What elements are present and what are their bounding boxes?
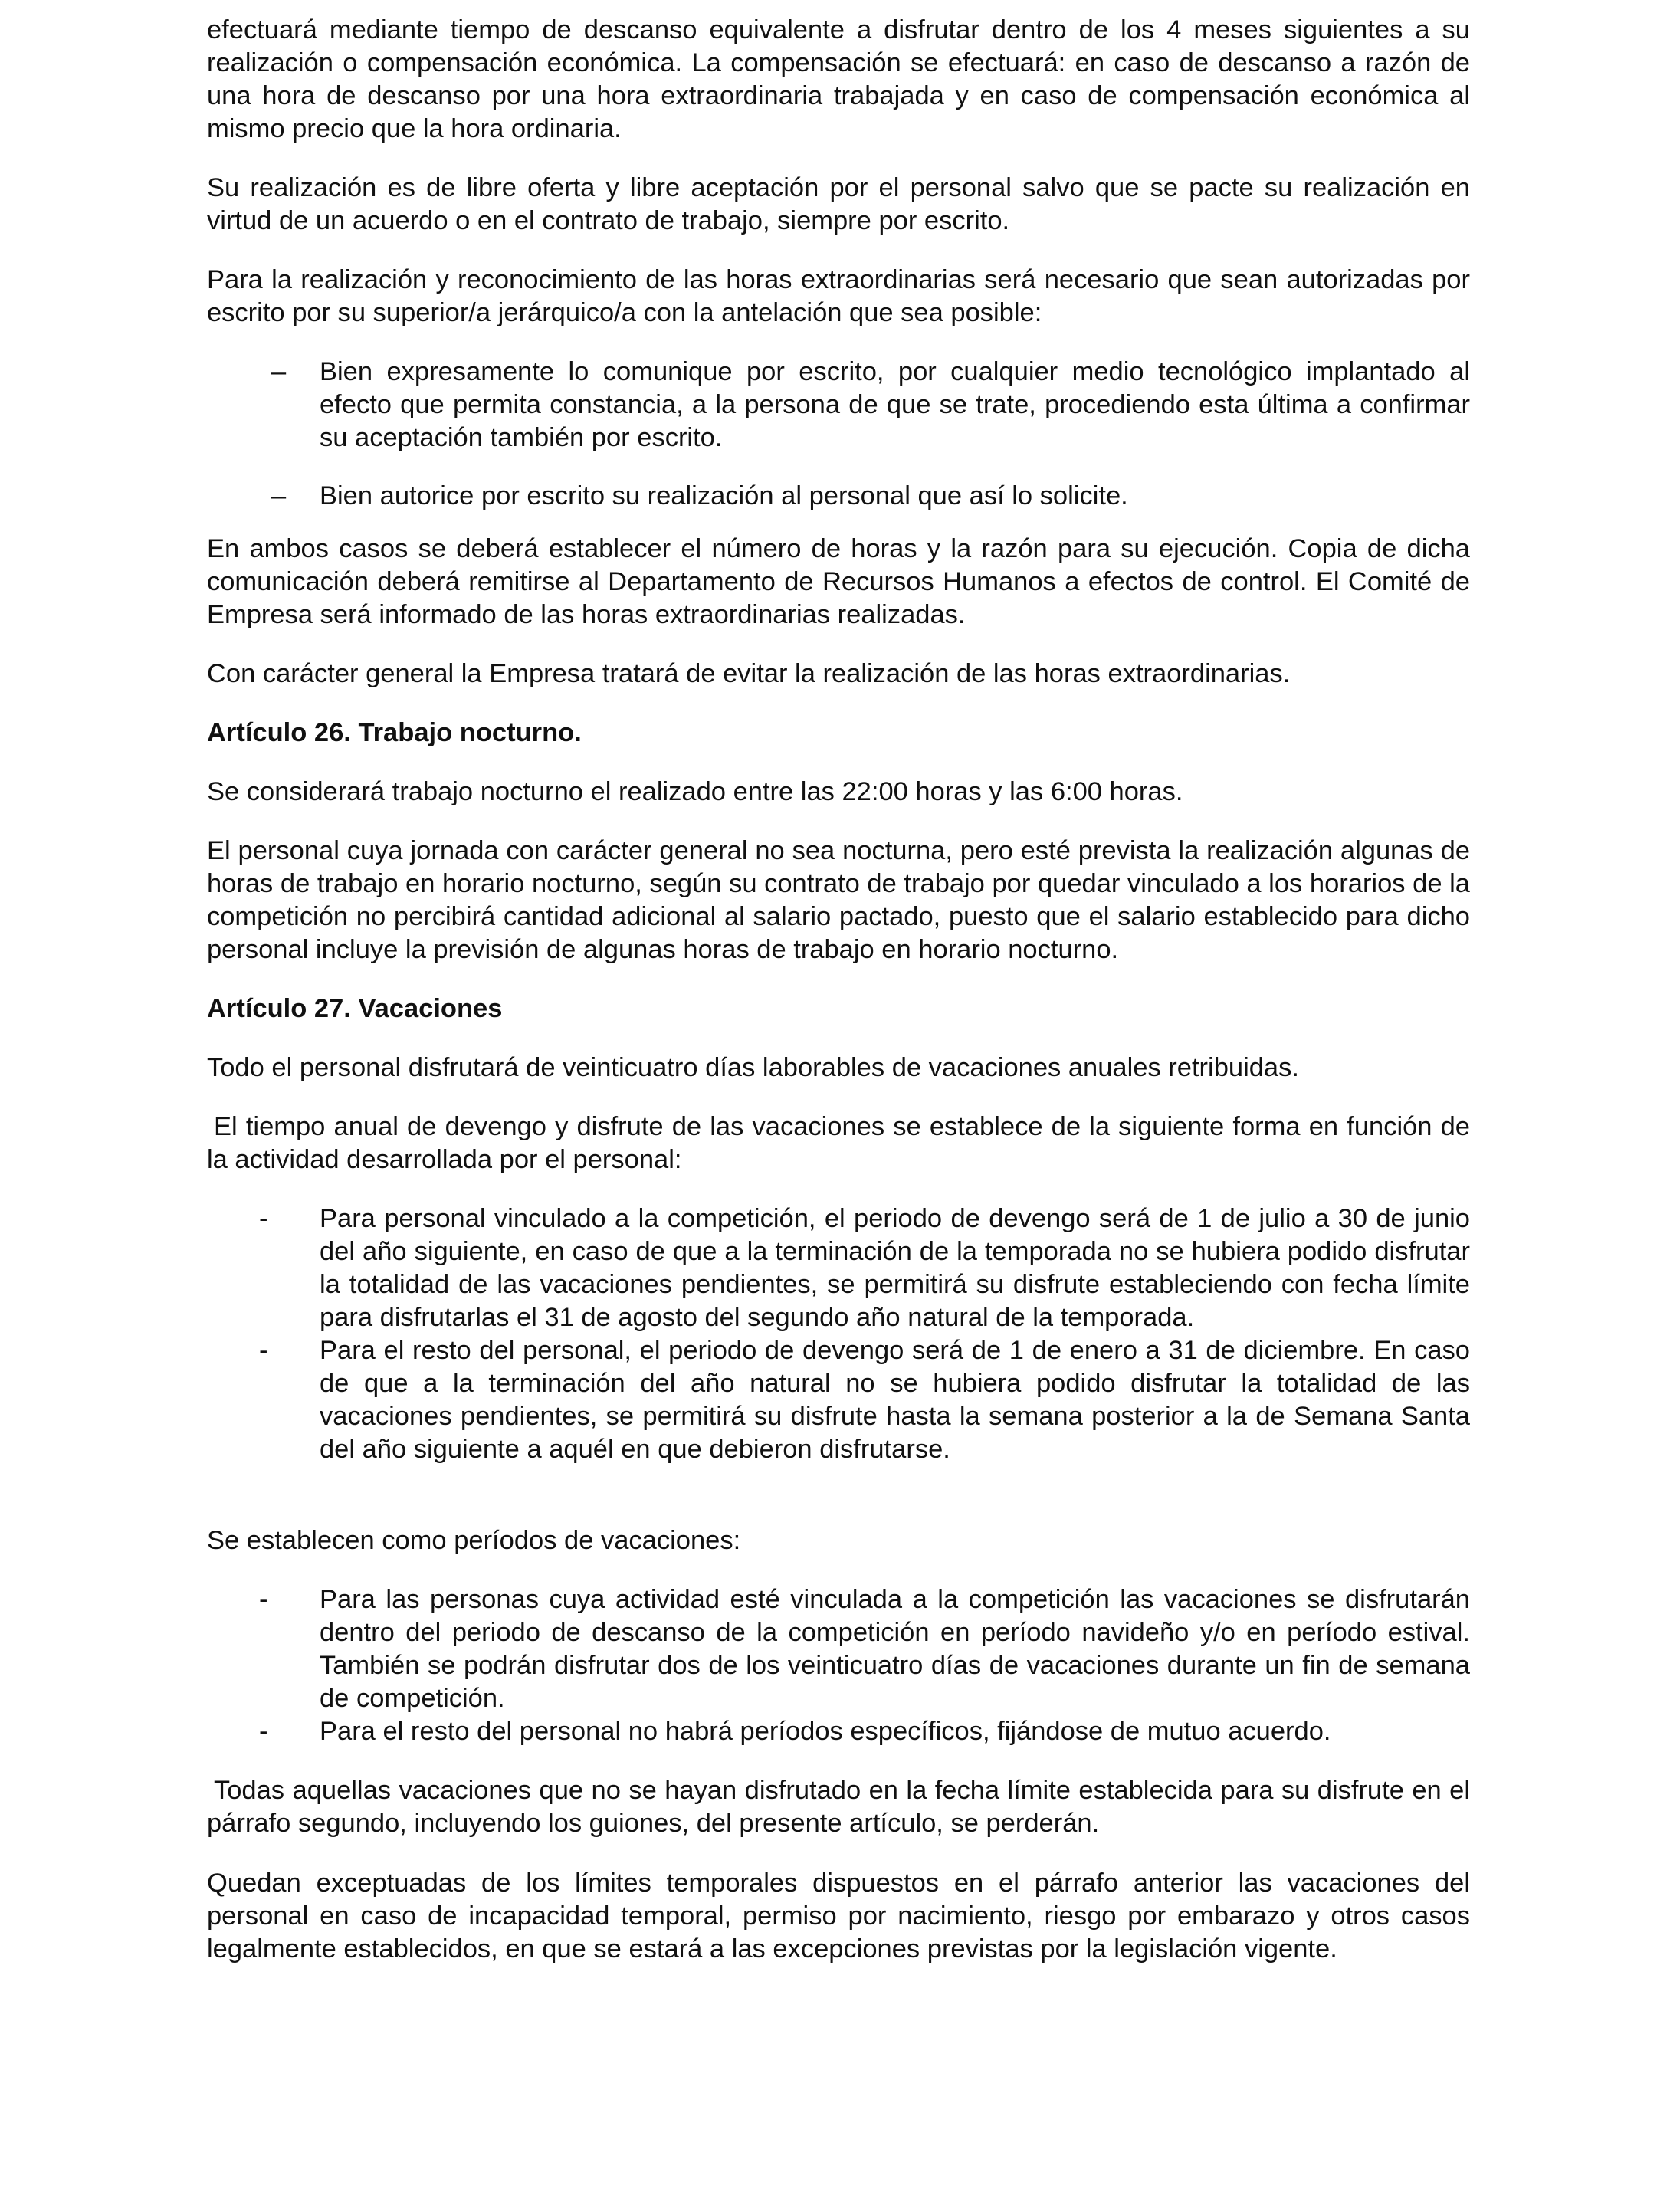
list-item-text: Para las personas cuya actividad esté vinculada a la competición las vacaciones se disfrutarán dentro del periodo de descanso de la competición en período navideño y/o en período estival. También se podrán disfrutar dos de los veinticuatro días de vacaciones durante un fin de semana de competición.	[320, 1585, 1470, 1713]
dash-marker: –	[271, 357, 287, 386]
hyphen-marker: -	[259, 1336, 268, 1365]
dash-marker: –	[271, 481, 287, 510]
list-item-text: Bien autorice por escrito su realización al personal que así lo solicite.	[320, 481, 1128, 510]
paragraph-vacation-periods-intro: Se establecen como períodos de vacaciones:	[207, 1526, 741, 1555]
paragraph-both-cases: En ambos casos se deberá establecer el número de horas y la razón para su ejecución. Copia de dicha comunicación deberá remitirse al Departamento de Recursos Humanos a efectos de control. El Comité de Empresa será informado de las horas extraordinarias realizadas.	[207, 534, 1470, 629]
paragraph-night-work-salary: El personal cuya jornada con carácter general no sea nocturna, pero esté prevista la realización algunas de horas de trabajo en horario nocturno, según su contrato de trabajo por quedar vinculado a los horarios de la competición no percibirá cantidad adicional al salario pactado, puesto que el salario establecido para dicho personal incluye la previsión de algunas horas de trabajo en horario nocturno.	[207, 836, 1470, 964]
list-item	[207, 356, 1470, 454]
list-item	[207, 480, 1470, 513]
article-27-heading: Artículo 27. Vacaciones	[207, 994, 503, 1023]
paragraph-night-work-definition: Se considerará trabajo nocturno el realizado entre las 22:00 horas y las 6:00 horas.	[207, 777, 1183, 806]
paragraph-accrual-intro: El tiempo anual de devengo y disfrute de las vacaciones se establece de la siguiente forma en función de la actividad desarrollada por el personal:	[207, 1112, 1470, 1174]
list-item	[207, 1334, 1470, 1466]
paragraph-vacation-days: Todo el personal disfrutará de veinticuatro días laborables de vacaciones anuales retribuidas.	[207, 1053, 1299, 1082]
paragraph-lost-vacations: Todas aquellas vacaciones que no se hayan disfrutado en la fecha límite establecida para su disfrute en el párrafo segundo, incluyendo los guiones, del presente artículo, se perderán.	[207, 1776, 1470, 1838]
list-item-text: Para el resto del personal, el periodo de devengo será de 1 de enero a 31 de diciembre. En caso de que a la terminación del año natural no se hubiera podido disfrutar la totalidad de las vacaciones pendientes, se permitirá su disfrute hasta la semana posterior a la de Semana Santa del año siguiente a aquél en que debieron disfrutarse.	[320, 1336, 1470, 1464]
hyphen-marker: -	[259, 1717, 268, 1746]
article-26-heading: Artículo 26. Trabajo nocturno.	[207, 718, 582, 747]
hyphen-marker: -	[259, 1585, 268, 1614]
list-item-text: Para personal vinculado a la competición, el periodo de devengo será de 1 de julio a 30 de junio del año siguiente, en caso de que a la terminación de la temporada no se hubiera podido disfrutar la totalidad de las vacaciones pendientes, se permitirá su disfrute estableciendo con fecha límite para disfrutarlas el 31 de agosto del segundo año natural de la temporada.	[320, 1204, 1470, 1332]
list-item	[207, 1583, 1470, 1715]
list-item	[207, 1715, 1470, 1748]
authorization-list	[207, 356, 1470, 513]
list-item	[207, 1202, 1470, 1334]
paragraph-exceptions: Quedan exceptuadas de los límites temporales dispuestos en el párrafo anterior las vacaciones del personal en caso de incapacidad temporal, permiso por nacimiento, riesgo por embarazo y otros casos legalmente establecidos, en que se estará a las excepciones previstas por la legislación vigente.	[207, 1869, 1470, 1964]
accrual-list	[207, 1202, 1470, 1466]
paragraph-compensation: efectuará mediante tiempo de descanso equivalente a disfrutar dentro de los 4 meses siguientes a su realización o compensación económica. La compensación se efectuará: en caso de descanso a razón de una hora de descanso por una hora extraordinaria trabajada y en caso de compensación económica al mismo precio que la hora ordinaria.	[207, 15, 1470, 143]
paragraph-authorization: Para la realización y reconocimiento de las horas extraordinarias será necesario que sean autorizadas por escrito por su superior/a jerárquico/a con la antelación que sea posible:	[207, 265, 1470, 327]
paragraph-general-avoid: Con carácter general la Empresa tratará de evitar la realización de las horas extraordinarias.	[207, 659, 1291, 688]
list-item-text: Para el resto del personal no habrá períodos específicos, fijándose de mutuo acuerdo.	[320, 1717, 1331, 1746]
list-item-text: Bien expresamente lo comunique por escrito, por cualquier medio tecnológico implantado al efecto que permita constancia, a la persona de que se trate, procediendo esta última a confirmar su aceptación también por escrito.	[320, 357, 1470, 452]
hyphen-marker: -	[259, 1204, 268, 1233]
spacer	[207, 1466, 1470, 1524]
vacation-periods-list	[207, 1583, 1470, 1748]
paragraph-free-offer: Su realización es de libre oferta y libre aceptación por el personal salvo que se pacte su realización en virtud de un acuerdo o en el contrato de trabajo, siempre por escrito.	[207, 173, 1470, 235]
